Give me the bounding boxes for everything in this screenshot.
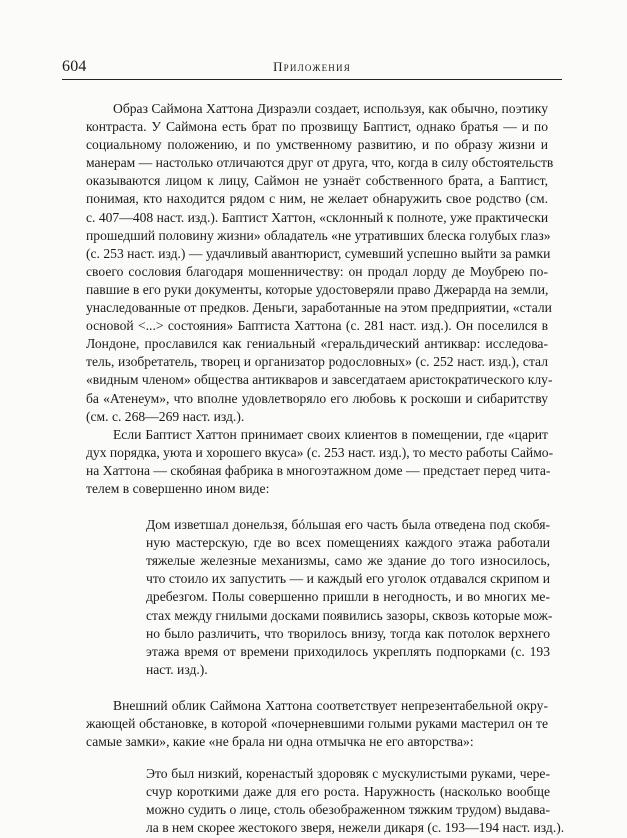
- text-line: дребезгом. Полы совершенно пришли в негодность, и во многих ме-: [146, 589, 550, 605]
- text-line: оказываются лицом к лицу, Саймон не узнаёт собственного брата, а Баптист,: [86, 173, 548, 189]
- text-line: Дом изветшал донельзя, бóльшая его часть была отведена под скобя-: [146, 517, 550, 533]
- text-line: (см. с. 268—269 наст. изд.).: [86, 408, 245, 424]
- body-text: [86, 100, 565, 838]
- text-line: стах между гнилыми досками появились зазоры, сквозь которые мож-: [146, 607, 553, 623]
- text-line: социальному положению, и по умственному развитию, и по образу жизни и: [86, 137, 548, 153]
- text-line: но было различить, что творилось внизу, тогда как потолок верхнего: [146, 625, 550, 641]
- text-line: счур короткими даже для его роста. Наружность (насколько вообще: [146, 784, 550, 800]
- block-quote-2: [146, 765, 565, 837]
- text-line: самые замки», какие «не брала ни одна отмычка не его авторства»:: [86, 734, 474, 750]
- text-line: ную мастерскую, где во всех помещениях каждого этажа работали: [146, 535, 550, 551]
- text-line: тель, изобретатель, творец и организатор родословных» (с. 252 наст. изд.), стал: [86, 354, 548, 370]
- text-line: прошедший половину жизни» обладатель «не утративших блеска голубых глаз»: [86, 227, 551, 243]
- text-line: Если Баптист Хаттон принимает своих клиентов в помещении, где «царит: [113, 426, 548, 442]
- paragraph-3: [86, 697, 548, 751]
- header-rule: [62, 79, 562, 80]
- text-line: Внешний облик Саймона Хаттона соответствует непрезентабельной окру-: [113, 697, 548, 713]
- text-line: ла в нем скорее жестокого зверя, нежели дикаря (с. 193—194 наст. изд.).: [146, 820, 565, 836]
- text-line: ба «Атенеум», что вполне удовлетворяло его любовь к роскоши и сибаритству: [86, 390, 548, 406]
- paragraph-2: [86, 426, 554, 498]
- block-quote-1: [146, 516, 553, 679]
- paragraph-1: [86, 100, 554, 426]
- text-line: этажа время от времени приходилось укреплять подпорками (с. 193: [146, 643, 550, 659]
- text-line: можно судить о лице, столь обезображенном тяжким трудом) выдава-: [146, 802, 550, 818]
- text-line: на Хаттона — скобяная фабрика в многоэтажном доме — предстает перед чита-: [86, 462, 551, 478]
- text-line: что стоило их запустить — и каждый его уголок отдавался скрипом и: [146, 571, 550, 587]
- page-header: [62, 52, 562, 80]
- text-line: тяжелые железные механизмы, само же здание до того износилось,: [146, 553, 550, 569]
- text-line: манерам — настолько отличаются друг от друга, что, когда в силу обстоятельств: [86, 155, 554, 171]
- text-line: наст. изд.).: [146, 661, 208, 677]
- text-line: своего сословия благодаря мошенничеству: он продал лорду де Моубрею по-: [86, 263, 548, 279]
- text-line: (с. 253 наст. изд.) — удачливый авантюрист, сумевший успешно выйти за рамки: [86, 245, 551, 261]
- text-line: Образ Саймона Хаттона Дизраэли создает, используя, как обычно, поэтику: [113, 101, 548, 116]
- text-line: основой <...> состояния» Баптиста Хаттона (с. 281 наст. изд.). Он поселился в: [86, 318, 548, 334]
- page-number: 604: [62, 58, 87, 75]
- text-line: Это был низкий, коренастый здоровяк с мускулистыми руками, чере-: [146, 766, 550, 782]
- text-line: унаследованные от предков. Деньги, заработанные на этом предприятии, «стали: [86, 300, 552, 316]
- text-line: «видным членом» общества антикваров и завсегдатаем аристократического клу-: [86, 372, 553, 388]
- text-line: жающей обстановке, в которой «почерневшими голыми руками мастерил он те: [86, 716, 548, 731]
- text-line: телем в совершенно ином виде:: [86, 480, 270, 496]
- text-line: с. 407—408 наст. изд.). Баптист Хаттон, «склонный к полноте, уже практически: [86, 209, 549, 225]
- text-line: павшие в его руки документы, которые удостоверяли право Джерарда на земли,: [86, 281, 549, 297]
- text-line: Лондоне, прославился как гениальный «геральдический антиквар: исследова-: [86, 336, 548, 352]
- text-line: контраста. У Саймона есть брат по прозвищу Баптист, однако братья — и по: [86, 119, 548, 135]
- text-line: дух порядка, уюта и хорошего вкуса» (с. 253 наст. изд.), то место работы Саймо-: [86, 444, 554, 460]
- text-line: понимая, кто находится рядом с ним, не желает обнаружить свое родство (см.: [86, 191, 548, 207]
- running-title: Приложения: [273, 59, 351, 74]
